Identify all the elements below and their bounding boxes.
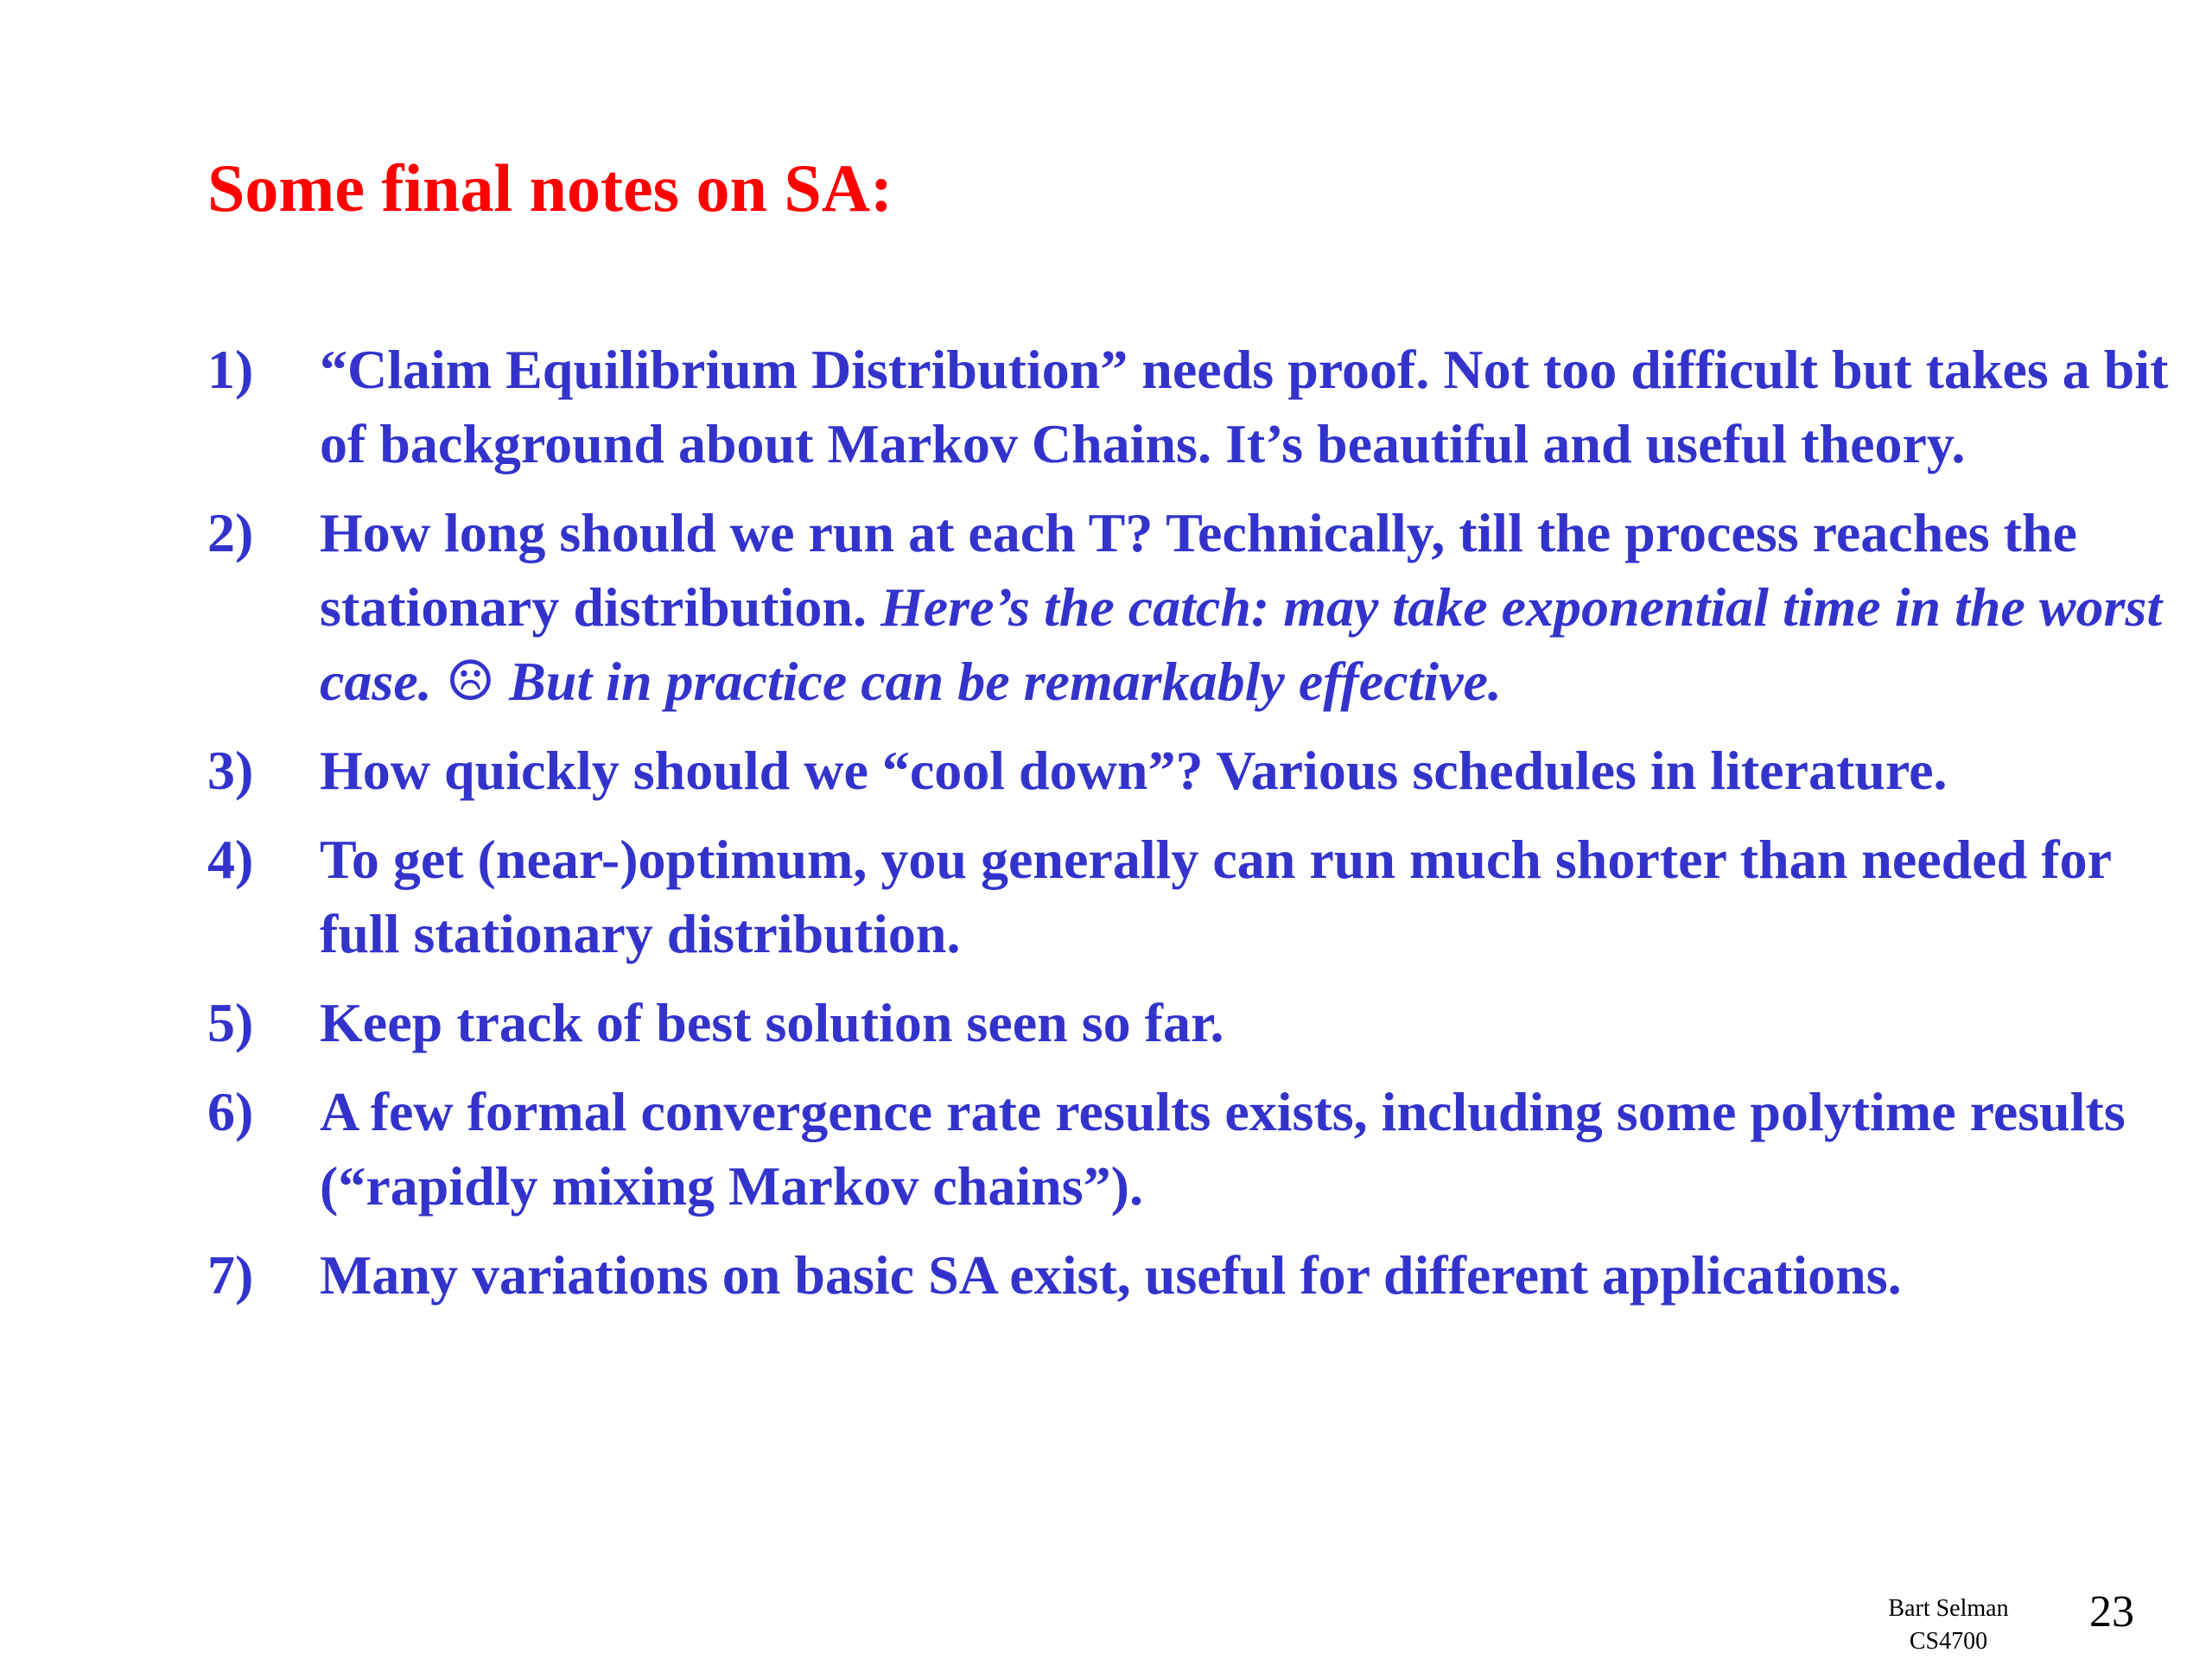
note-item xyxy=(207,496,2195,719)
note-number: 5) xyxy=(207,992,254,1053)
note-number: 2) xyxy=(207,502,254,563)
note-text: How long should we run at each T? Technically, till the process reaches the stationary distribution. xyxy=(320,502,2077,638)
note-item xyxy=(207,333,2195,481)
note-item xyxy=(207,1075,2195,1224)
footer-course: CS4700 xyxy=(1909,1628,1988,1655)
note-text: How quickly should we “cool down”? Various schedules in literature. xyxy=(320,740,1948,801)
note-number: 7) xyxy=(207,1244,254,1306)
note-text: Keep track of best solution seen so far. xyxy=(320,992,1224,1053)
note-number: 4) xyxy=(207,829,254,890)
note-number: 6) xyxy=(207,1081,254,1142)
note-number: 3) xyxy=(207,740,254,801)
note-emphasis: Here’s the catch: may take exponential time in the worst case. ☹ But in practice can be remarkably effective. xyxy=(320,576,2163,712)
note-item xyxy=(207,734,2195,808)
note-item xyxy=(207,986,2195,1060)
note-text: Many variations on basic SA exist, useful for different applications. xyxy=(320,1244,1902,1306)
note-text: A few formal convergence rate results exists, including some polytime results (“rapidly mixing Markov chains”). xyxy=(320,1081,2126,1217)
note-item xyxy=(207,823,2195,971)
note-text-wrapper xyxy=(320,496,2195,719)
footer-author: Bart Selman xyxy=(1888,1595,2009,1622)
slide-title: Some final notes on SA: xyxy=(207,150,893,226)
note-text: “Claim Equilibrium Distribution” needs proof. Not too difficult but takes a bit of background about Markov Chains. It’s beautiful and useful theory. xyxy=(320,339,2169,474)
note-number: 1) xyxy=(207,339,254,400)
note-item xyxy=(207,1238,2195,1313)
page-number: 23 xyxy=(2089,1587,2134,1637)
footer-author-block xyxy=(1849,1592,2048,1658)
note-text: To get (near-)optimum, you generally can run much shorter than needed for full stationary distribution. xyxy=(320,829,2111,964)
notes-list xyxy=(207,333,2195,1327)
